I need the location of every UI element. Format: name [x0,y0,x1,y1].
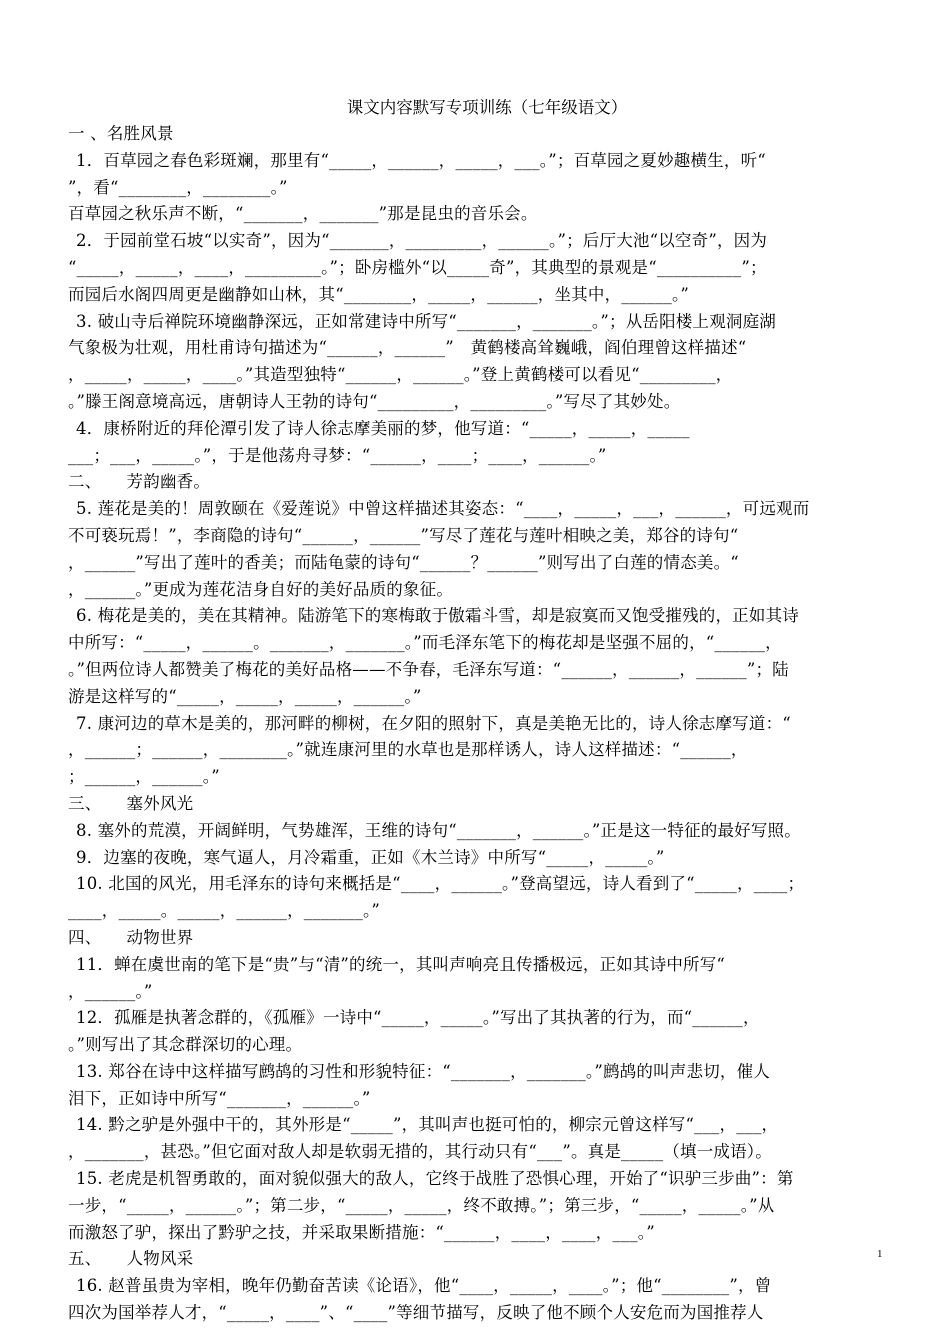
page-title: 课文内容默写专项训练（七年级语文） [346,98,628,117]
text-line: 6. 梅花是美的，美在其精神。陆游笔下的寒梅敢于傲霜斗雪，却是寂寞而又饱受摧残的，正如其诗 [76,606,799,626]
text-line: 。”则写出了其念群深切的心理。 [68,1035,303,1055]
text-line: 16. 赵普虽贵为宰相，晚年仍勤奋苦读《论语》，他“____，_____，____。”；他“________”，曾 [76,1276,772,1296]
text-line: 3. 破山寺后禅院环境幽静深远，正如常建诗中所写“_______，_______。”；从岳阳楼上观洞庭湖 [76,311,777,331]
text-line: ____，_____。_____，______，_______。” [68,901,381,921]
document-body [68,94,894,1327]
text-line: 百草园之秋乐声不断，“_______，_______”那是昆虫的音乐会。 [68,204,538,224]
text-line: 4．康桥附近的拜伦潭引发了诗人徐志摩美丽的梦，他写道：“_____，_____，_____ [76,418,690,438]
text-line: 13. 郑谷在诗中这样描写鹧鸪的习性和形貌特征：“_______，_______。”鹧鸪的叫声悲切，催人 [76,1061,771,1081]
text-line: 四次为国举荐人才，“_____，____”、“____”等细节描写，反映了他不顾个人安危而为国推荐人 [68,1303,764,1323]
text-line: 五、 人物风采 [68,1249,194,1269]
text-line: 。”但两位诗人都赞美了梅花的美好品格——不争春，毛泽东写道：“______，______，______”；陆 [68,659,789,679]
text-line: ，_______，甚恐。”但它面对敌人却是软弱无措的，其行动只有“___”。真是_____（填一成语）。 [68,1142,772,1162]
text-line: ___；___，_____。”，于是他荡舟寻梦：“______，____；____，______。” [68,445,607,465]
text-line: 10. 北国的风光，用毛泽东的诗句来概括是“____，______。”登高望远，诗人看到了“_____，____； [76,874,805,894]
text-lines [68,121,894,1327]
text-line: 1．百草园之春色彩斑斓，那里有“_____，______，_____，___。”；百草园之夏妙趣横生，听“ [76,150,766,170]
text-line: 9．边塞的夜晚，寒气逼人，月冷霜重，正如《木兰诗》中所写“_____，_____。” [76,847,665,867]
text-line: 二、 芳韵幽香。 [68,472,211,492]
text-line: 而园后水阁四周更是幽静如山林，其“________，_____，______，坐其中，______。” [68,284,690,304]
text-line: 四、 动物世界 [68,927,194,947]
text-line: ，______。”更成为莲花洁身自好的美好品质的象征。 [68,579,454,599]
text-line: ，______。” [68,981,153,1001]
page-number: 1 [877,1248,883,1260]
text-line: 5. 莲花是美的！周敦颐在《爱莲说》中曾这样描述其姿态：“____，_____，___，______，可远观而 [76,499,810,519]
text-line: 一步，“_____，______。”；第二步，“_____，_____，终不敢搏。”；第三步，“_____，_____。”从 [68,1195,775,1215]
text-line: 14. 黔之驴是外强中干的，其外形是“_____”，其叫声也挺可怕的，柳宗元曾这样写“___，___， [76,1115,779,1135]
text-line: 气象极为壮观，用杜甫诗句描述为“______，______” 黄鹤楼高耸巍峨，阎伯理曾这样描述“ [68,338,747,358]
text-line: 不可亵玩焉！”，李商隐的诗句“______，______”写尽了莲花与莲叶相映之美，郑谷的诗句“ [68,525,739,545]
text-line: ，______”写出了莲叶的香美；而陆龟蒙的诗句“______？______”则写出了白莲的情态美。“ [68,552,739,572]
text-line: 8. 塞外的荒漠，开阔鲜明，气势雄浑，王维的诗句“_______，______。”正是这一特征的最好写照。 [76,820,801,840]
text-line: “_____，_____，____，_________。”；卧房槛外“以_____奇”，其典型的景观是“__________”； [68,257,767,277]
text-line: 游是这样写的“_____，_____，_____，______。” [68,686,422,706]
text-line: ，_____，_____，____。”其造型独特“______，______。”登上黄鹤楼可以看见“_________， [68,365,733,385]
text-line: ”，看“________，________。” [68,177,288,197]
text-line: 泪下，正如诗中所写“_______，______。” [68,1088,371,1108]
text-line: 一 、名胜风景 [68,124,174,143]
text-line: 12．孤雁是执著念群的，《孤雁》一诗中“_____，_____。”写出了其执著的行为，而“______， [76,1008,760,1028]
text-line: 。”滕王阁意境高远，唐朝诗人王勃的诗句“_________，_________。”写尽了其妙处。 [68,391,681,411]
text-line: 中所写：“_____，______。_______，_______。”而毛泽东笔下的梅花却是坚强不屈的，“______， [68,633,782,653]
text-line: ，______；______，________。”就连康河里的水草也是那样诱人，诗人这样描述：“______， [68,740,748,760]
text-line: 2．于园前堂石坡“以实奇”，因为“_______，_________，______。”；后厅大池“以空奇”，因为 [76,231,768,251]
text-line: ；______，______。” [68,767,220,787]
text-line: 三、 塞外风光 [68,793,194,813]
text-line: 15. 老虎是机智勇敢的，面对貌似强大的敌人，它终于战胜了恐惧心理，开始了“识驴三步曲”：第 [76,1169,794,1189]
text-line: 7. 康河边的草木是美的，那河畔的柳树，在夕阳的照射下，真是美艳无比的，诗人徐志摩写道：“ [76,713,791,733]
text-line: 11．蝉在虞世南的笔下是“贵”与“清”的统一，其叫声响亮且传播极远，正如其诗中所写“ [76,954,726,974]
text-line: 而激怒了驴，探出了黔驴之技，并采取果断措施：“______，____，____，___。” [68,1222,655,1242]
